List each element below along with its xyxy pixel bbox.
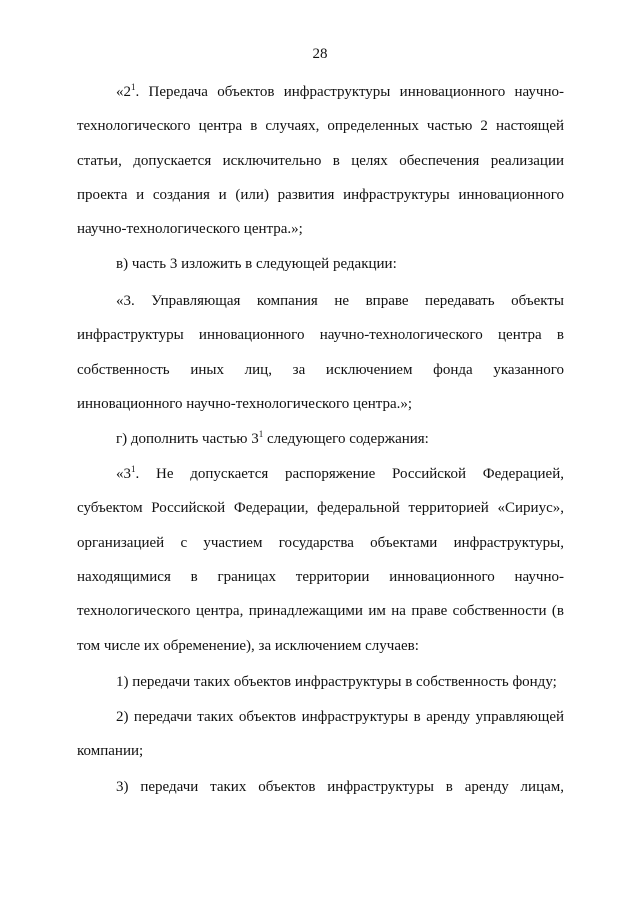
text-fragment: «2 <box>116 84 131 100</box>
text-line: научно-технологического центра.»; <box>77 221 303 237</box>
text-line: статьи, допускается исключительно в целях обеспечения реализации <box>77 153 564 169</box>
page-number: 28 <box>312 46 328 62</box>
text-fragment: . Не допускается распоряжение Российской Федерацией, <box>135 466 564 482</box>
text-fragment: . Передача объектов инфраструктуры инновационного научно- <box>135 84 564 100</box>
text-line: организацией с участием государства объектами инфраструктуры, <box>77 535 564 551</box>
text-line <box>116 82 564 102</box>
text-line: 1) передачи таких объектов инфраструктуры в собственность фонду; <box>116 674 557 690</box>
text-line: собственность иных лиц, за исключением фонда указанного <box>77 362 564 378</box>
text-line: находящимися в границах территории инновационного научно- <box>77 569 564 585</box>
text-line: технологического центра в случаях, определенных частью 2 настоящей <box>77 118 564 134</box>
text-line: 2) передачи таких объектов инфраструктуры в аренду управляющей <box>116 709 564 725</box>
text-line <box>116 429 564 449</box>
superscript: 1 <box>131 82 136 92</box>
text-fragment: «3 <box>116 466 131 482</box>
text-line: том числе их обременение), за исключением случаев: <box>77 638 419 654</box>
text-fragment: следующего содержания: <box>263 431 429 447</box>
text-line: 3) передачи таких объектов инфраструктуры в аренду лицам, <box>116 779 564 795</box>
text-line: инфраструктуры инновационного научно-технологического центра в <box>77 327 564 343</box>
text-line: компании; <box>77 743 144 759</box>
text-line: в) часть 3 изложить в следующей редакции: <box>116 256 397 272</box>
text-line: технологического центра, принадлежащими им на праве собственности (в <box>77 603 564 619</box>
text-line: инновационного научно-технологического центра.»; <box>77 396 413 412</box>
text-fragment: г) дополнить частью 3 <box>116 431 259 447</box>
text-line: «3. Управляющая компания не вправе передавать объекты <box>116 293 564 309</box>
superscript: 1 <box>258 429 264 439</box>
text-line: субъектом Российской Федерации, федеральной территорией «Сириус», <box>77 500 564 516</box>
text-line: проекта и создания и (или) развития инфраструктуры инновационного <box>77 187 564 203</box>
text-line <box>116 464 564 484</box>
superscript: 1 <box>131 464 136 474</box>
